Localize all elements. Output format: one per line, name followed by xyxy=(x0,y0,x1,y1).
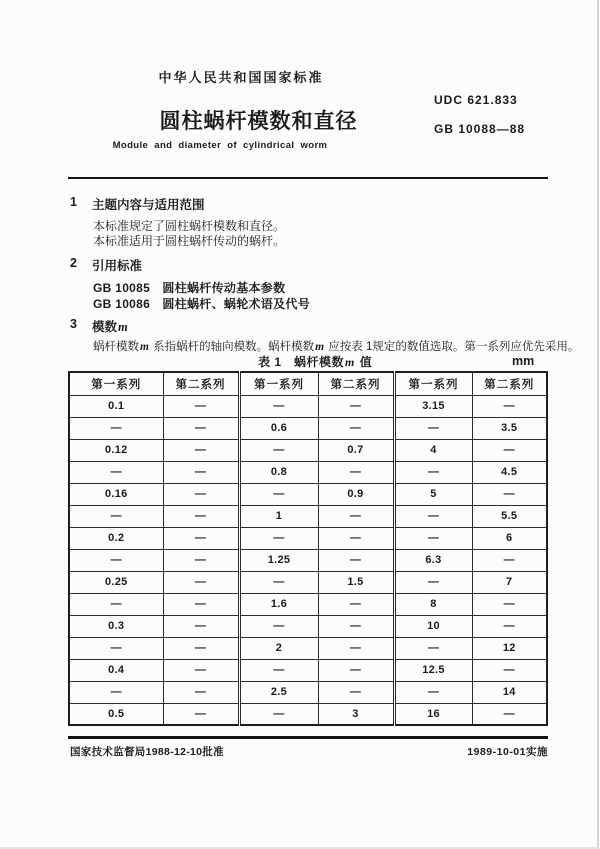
udc-number: UDC 621.833 xyxy=(434,93,518,107)
table-cell: — xyxy=(318,615,394,637)
column-header: 第一系列 xyxy=(239,372,318,395)
module-symbol: m xyxy=(140,341,149,353)
table-row xyxy=(69,549,547,571)
table-cell: — xyxy=(163,505,239,527)
table-row xyxy=(69,703,547,725)
section-3-paragraph: 蜗杆模数m 系指蜗杆的轴向模数。蜗杆模数m 应按表 1规定的数值选取。第一系列应优先采用。 xyxy=(93,341,580,353)
implementation-note: 1989-10-01实施 xyxy=(467,746,548,758)
table-cell: 1 xyxy=(239,505,318,527)
section-1-heading xyxy=(70,195,205,213)
table-cell: — xyxy=(472,483,547,505)
table-cell: — xyxy=(163,571,239,593)
table-cell: 3.5 xyxy=(472,417,547,439)
table-cell: — xyxy=(318,549,394,571)
table-cell: — xyxy=(163,483,239,505)
table-cell: — xyxy=(69,505,163,527)
table-cell: — xyxy=(394,571,472,593)
table-cell: 0.6 xyxy=(239,417,318,439)
table-cell: 14 xyxy=(472,681,547,703)
table-row xyxy=(69,637,547,659)
table-cell: — xyxy=(163,703,239,725)
section-2-heading xyxy=(70,256,142,274)
table-cell: — xyxy=(163,395,239,417)
table-cell: — xyxy=(69,637,163,659)
table-cell: 6.3 xyxy=(394,549,472,571)
column-header: 第二系列 xyxy=(472,372,547,395)
table-row xyxy=(69,395,547,417)
table-cell: — xyxy=(239,439,318,461)
table-cell: — xyxy=(163,527,239,549)
table-cell: 0.25 xyxy=(69,571,163,593)
table-cell: — xyxy=(318,681,394,703)
table-cell: — xyxy=(239,483,318,505)
table-row xyxy=(69,571,547,593)
table-cell: 4.5 xyxy=(472,461,547,483)
standard-number: GB 10088—88 xyxy=(434,122,526,136)
table-cell: 12.5 xyxy=(394,659,472,681)
table-row xyxy=(69,593,547,615)
table-cell: 1.25 xyxy=(239,549,318,571)
table-cell: 4 xyxy=(394,439,472,461)
table-cell: 5 xyxy=(394,483,472,505)
table-cell: — xyxy=(163,637,239,659)
table-cell: 10 xyxy=(394,615,472,637)
table-cell: — xyxy=(472,439,547,461)
table-cell: 7 xyxy=(472,571,547,593)
table-cell: — xyxy=(239,527,318,549)
section-1-paragraph: 本标准适用于圆柱蜗杆传动的蜗杆。 xyxy=(93,234,286,248)
table-cell: — xyxy=(163,461,239,483)
table-cell: — xyxy=(318,505,394,527)
referenced-standard: GB 10085 圆柱蜗杆传动基本参数 xyxy=(93,281,286,295)
column-header: 第一系列 xyxy=(69,372,163,395)
table-cell: — xyxy=(69,549,163,571)
module-table-body xyxy=(69,395,547,725)
table-cell: 0.12 xyxy=(69,439,163,461)
module-symbol: m xyxy=(118,320,128,334)
section-heading-text: 模数m xyxy=(92,320,128,334)
module-table-head-row xyxy=(69,372,547,395)
table-cell: 12 xyxy=(472,637,547,659)
section-3-heading xyxy=(70,317,129,335)
table-cell: 0.7 xyxy=(318,439,394,461)
column-header: 第二系列 xyxy=(163,372,239,395)
section-number: 2 xyxy=(70,256,77,270)
table-cell: 0.1 xyxy=(69,395,163,417)
table-cell: 8 xyxy=(394,593,472,615)
table-cell: — xyxy=(163,549,239,571)
table-cell: 2 xyxy=(239,637,318,659)
footer-divider xyxy=(68,736,548,739)
table-cell: 1.5 xyxy=(318,571,394,593)
table-cell: — xyxy=(472,615,547,637)
header-divider xyxy=(68,177,548,179)
table-cell: — xyxy=(239,703,318,725)
table-caption: 表 1 蜗杆模数m 值 xyxy=(258,355,373,369)
table-cell: — xyxy=(69,461,163,483)
table-cell: — xyxy=(239,615,318,637)
table-cell: — xyxy=(163,615,239,637)
table-cell: 16 xyxy=(394,703,472,725)
table-row xyxy=(69,659,547,681)
table-cell: — xyxy=(472,549,547,571)
table-cell: — xyxy=(394,461,472,483)
table-row xyxy=(69,483,547,505)
table-cell: — xyxy=(163,659,239,681)
table-cell: 6 xyxy=(472,527,547,549)
module-value-table xyxy=(68,371,548,726)
table-cell: — xyxy=(163,681,239,703)
table-cell: — xyxy=(394,505,472,527)
table-cell: 0.2 xyxy=(69,527,163,549)
table-cell: — xyxy=(318,637,394,659)
section-heading-text: 主题内容与适用范围 xyxy=(92,198,205,212)
section-heading-text: 引用标准 xyxy=(92,259,143,273)
table-cell: 0.16 xyxy=(69,483,163,505)
table-cell: — xyxy=(239,659,318,681)
table-cell: — xyxy=(318,417,394,439)
table-cell: 3.15 xyxy=(394,395,472,417)
approval-note: 国家技术监督局1988-12-10批准 xyxy=(70,746,224,758)
table-cell: — xyxy=(394,417,472,439)
table-cell: — xyxy=(472,703,547,725)
page-title-english: Module and diameter of cylindrical worm xyxy=(112,140,328,151)
table-cell: — xyxy=(69,417,163,439)
table-cell: 2.5 xyxy=(239,681,318,703)
table-cell: — xyxy=(69,681,163,703)
table-cell: 0.5 xyxy=(69,703,163,725)
table-unit-label: mm xyxy=(512,354,535,368)
table-cell: — xyxy=(163,593,239,615)
table-cell: — xyxy=(318,593,394,615)
table-cell: — xyxy=(394,637,472,659)
table-cell: 0.4 xyxy=(69,659,163,681)
module-symbol: m xyxy=(345,355,355,369)
table-cell: — xyxy=(318,395,394,417)
table-cell: — xyxy=(472,659,547,681)
table-cell: — xyxy=(318,659,394,681)
national-standard-caption: 中华人民共和国国家标准 xyxy=(158,70,324,85)
table-cell: — xyxy=(239,395,318,417)
column-header: 第一系列 xyxy=(394,372,472,395)
table-cell: — xyxy=(472,593,547,615)
table-row xyxy=(69,439,547,461)
table-cell: — xyxy=(163,417,239,439)
table-cell: — xyxy=(394,681,472,703)
table-cell: — xyxy=(472,395,547,417)
section-number: 3 xyxy=(70,317,77,331)
table-row xyxy=(69,461,547,483)
table-cell: — xyxy=(318,461,394,483)
section-number: 1 xyxy=(70,195,77,209)
scan-edge-right xyxy=(597,0,599,849)
referenced-standard: GB 10086 圆柱蜗杆、蜗轮术语及代号 xyxy=(93,297,311,311)
table-cell: 5.5 xyxy=(472,505,547,527)
table-row xyxy=(69,615,547,637)
table-row xyxy=(69,527,547,549)
table-row xyxy=(69,681,547,703)
section-1-paragraph: 本标准规定了圆柱蜗杆模数和直径。 xyxy=(93,219,286,233)
table-cell: 1.6 xyxy=(239,593,318,615)
table-cell: 3 xyxy=(318,703,394,725)
table-cell: — xyxy=(394,527,472,549)
table-cell: — xyxy=(239,571,318,593)
table-cell: — xyxy=(163,439,239,461)
table-cell: 0.8 xyxy=(239,461,318,483)
page-title: 圆柱蜗杆模数和直径 xyxy=(159,110,358,133)
table-cell: — xyxy=(318,527,394,549)
table-cell: 0.3 xyxy=(69,615,163,637)
column-header: 第二系列 xyxy=(318,372,394,395)
module-symbol: m xyxy=(315,341,325,353)
table-row xyxy=(69,417,547,439)
table-cell: 0.9 xyxy=(318,483,394,505)
table-row xyxy=(69,505,547,527)
table-cell: — xyxy=(69,593,163,615)
